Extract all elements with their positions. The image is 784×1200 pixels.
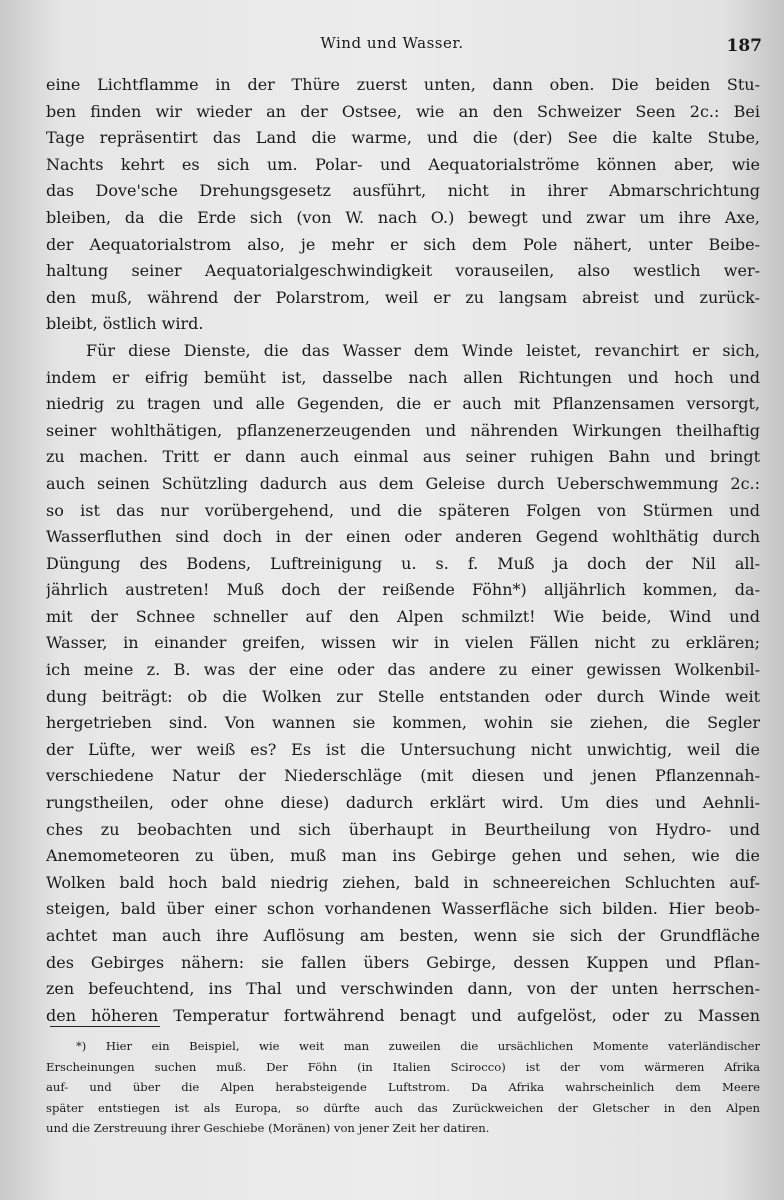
footnote-line: *) Hier ein Beispiel, wie weit man zuweilen die ursächlichen Momente vaterländischer <box>76 1039 760 1053</box>
text-line: rungstheilen, oder ohne diese) dadurch erklärt wird. Um dies und Aehnli- <box>46 793 760 813</box>
text-line: Für diese Dienste, die das Wasser dem Winde leistet, revanchirt er sich, <box>86 340 760 360</box>
text-line: seiner wohlthätigen, pflanzenerzeugenden und nährenden Wirkungen theilhaftig <box>46 420 760 440</box>
text-line: das Dove'sche Drehungsgesetz ausführt, nicht in ihrer Abmarschrichtung <box>46 181 760 201</box>
text-line: ben finden wir wieder an der Ostsee, wie an den Schweizer Seen 2c.: Bei <box>46 101 760 121</box>
text-line: auch seinen Schützling dadurch aus dem Geleise durch Ueberschwemmung 2c.: <box>46 473 760 493</box>
footnote-line: später entstiegen ist als Europa, so dürfte auch das Zurückweichen der Gletscher in den Alpen <box>46 1100 760 1115</box>
text-line: steigen, bald über einer schon vorhandenen Wasserfläche sich bilden. Hier beob- <box>46 899 760 919</box>
text-line: Wasser, in einander greifen, wissen wir in vielen Fällen nicht zu erklären; <box>46 633 760 653</box>
text-line: dung beiträgt: ob die Wolken zur Stelle entstanden oder durch Winde weit <box>46 686 760 706</box>
text-line: der Aequatorialstrom also, je mehr er sich dem Pole nähert, unter Beibe- <box>46 234 760 254</box>
text-line: den höheren Temperatur fortwährend benagt und aufgelöst, oder zu Massen <box>46 1005 760 1025</box>
text-line: hergetrieben sind. Von wannen sie kommen, wohin sie ziehen, die Segler <box>46 713 760 733</box>
text-line: des Gebirges nähern: sie fallen übers Gebirge, dessen Kuppen und Pflan- <box>46 952 760 972</box>
footnote-line: Erscheinungen suchen muß. Der Föhn (in Italien Scirocco) ist der vom wärmeren Afrika <box>46 1059 760 1074</box>
text-line: Tage repräsentirt das Land die warme, und die (der) See die kalte Stube, <box>46 128 760 148</box>
text-line: Wolken bald hoch bald niedrig ziehen, bald in schneereichen Schluchten auf- <box>46 872 760 892</box>
text-line: achtet man auch ihre Auflösung am besten, wenn sie sich der Grundfläche <box>46 926 760 945</box>
footnote-line: und die Zerstreuung ihrer Geschiebe (Moränen) von jener Zeit her datiren. <box>46 1121 490 1135</box>
text-line: niedrig zu tragen und alle Gegenden, die er auch mit Pflanzensamen versorgt, <box>46 394 760 414</box>
text-line: Nachts kehrt es sich um. Polar- und Aequatorialströme können aber, wie <box>46 154 760 174</box>
text-line: Anemometeoren zu üben, muß man ins Gebirge gehen und sehen, wie die <box>46 846 760 866</box>
footnote-divider <box>50 1026 160 1027</box>
text-line: der Lüfte, wer weiß es? Es ist die Untersuchung nicht unwichtig, weil die <box>46 739 760 759</box>
page-header <box>0 34 784 60</box>
text-line: eine Lichtflamme in der Thüre zuerst unten, dann oben. Die beiden Stu- <box>46 75 760 94</box>
text-line: zen befeuchtend, ins Thal und verschwinden dann, von der unten herrschen- <box>46 979 760 999</box>
text-line: zu machen. Tritt er dann auch einmal aus seiner ruhigen Bahn und bringt <box>46 447 760 467</box>
footnotes <box>46 1036 760 1139</box>
running-head: Wind und Wasser. <box>320 34 464 52</box>
text-line: jährlich austreten! Muß doch der reißende Föhn*) alljährlich kommen, da- <box>46 580 760 600</box>
text-line: bleiben, da die Erde sich (von W. nach O.) bewegt und zwar um ihre Axe, <box>46 207 760 227</box>
text-line: Wasserfluthen sind doch in der einen oder anderen Gegend wohlthätig durch <box>46 527 760 547</box>
text-line: bleibt, östlich wird. <box>46 314 204 334</box>
text-line: ches zu beobachten und sich überhaupt in Beurtheilung von Hydro- und <box>46 819 760 839</box>
text-line: Düngung des Bodens, Luftreinigung u. s. f. Muß ja doch der Nil all- <box>46 553 760 573</box>
text-line: den muß, während der Polarstrom, weil er zu langsam abreist und zurück- <box>46 287 760 307</box>
text-line: haltung seiner Aequatorialgeschwindigkeit vorauseilen, also westlich wer- <box>46 261 760 281</box>
text-line: indem er eifrig bemüht ist, dasselbe nach allen Richtungen und hoch und <box>46 367 760 387</box>
footnote-line: auf- und über die Alpen herabsteigende Luftstrom. Da Afrika wahrscheinlich dem Meere <box>46 1080 760 1094</box>
text-line: mit der Schnee schneller auf den Alpen schmilzt! Wie beide, Wind und <box>46 606 760 626</box>
body-text <box>46 72 760 1029</box>
page-number: 187 <box>726 36 762 56</box>
text-line: ich meine z. B. was der eine oder das andere zu einer gewissen Wolkenbil- <box>46 660 760 680</box>
text-line: verschiedene Natur der Niederschläge (mit diesen und jenen Pflanzennah- <box>46 766 760 786</box>
text-line: so ist das nur vorübergehend, und die späteren Folgen von Stürmen und <box>46 500 760 520</box>
